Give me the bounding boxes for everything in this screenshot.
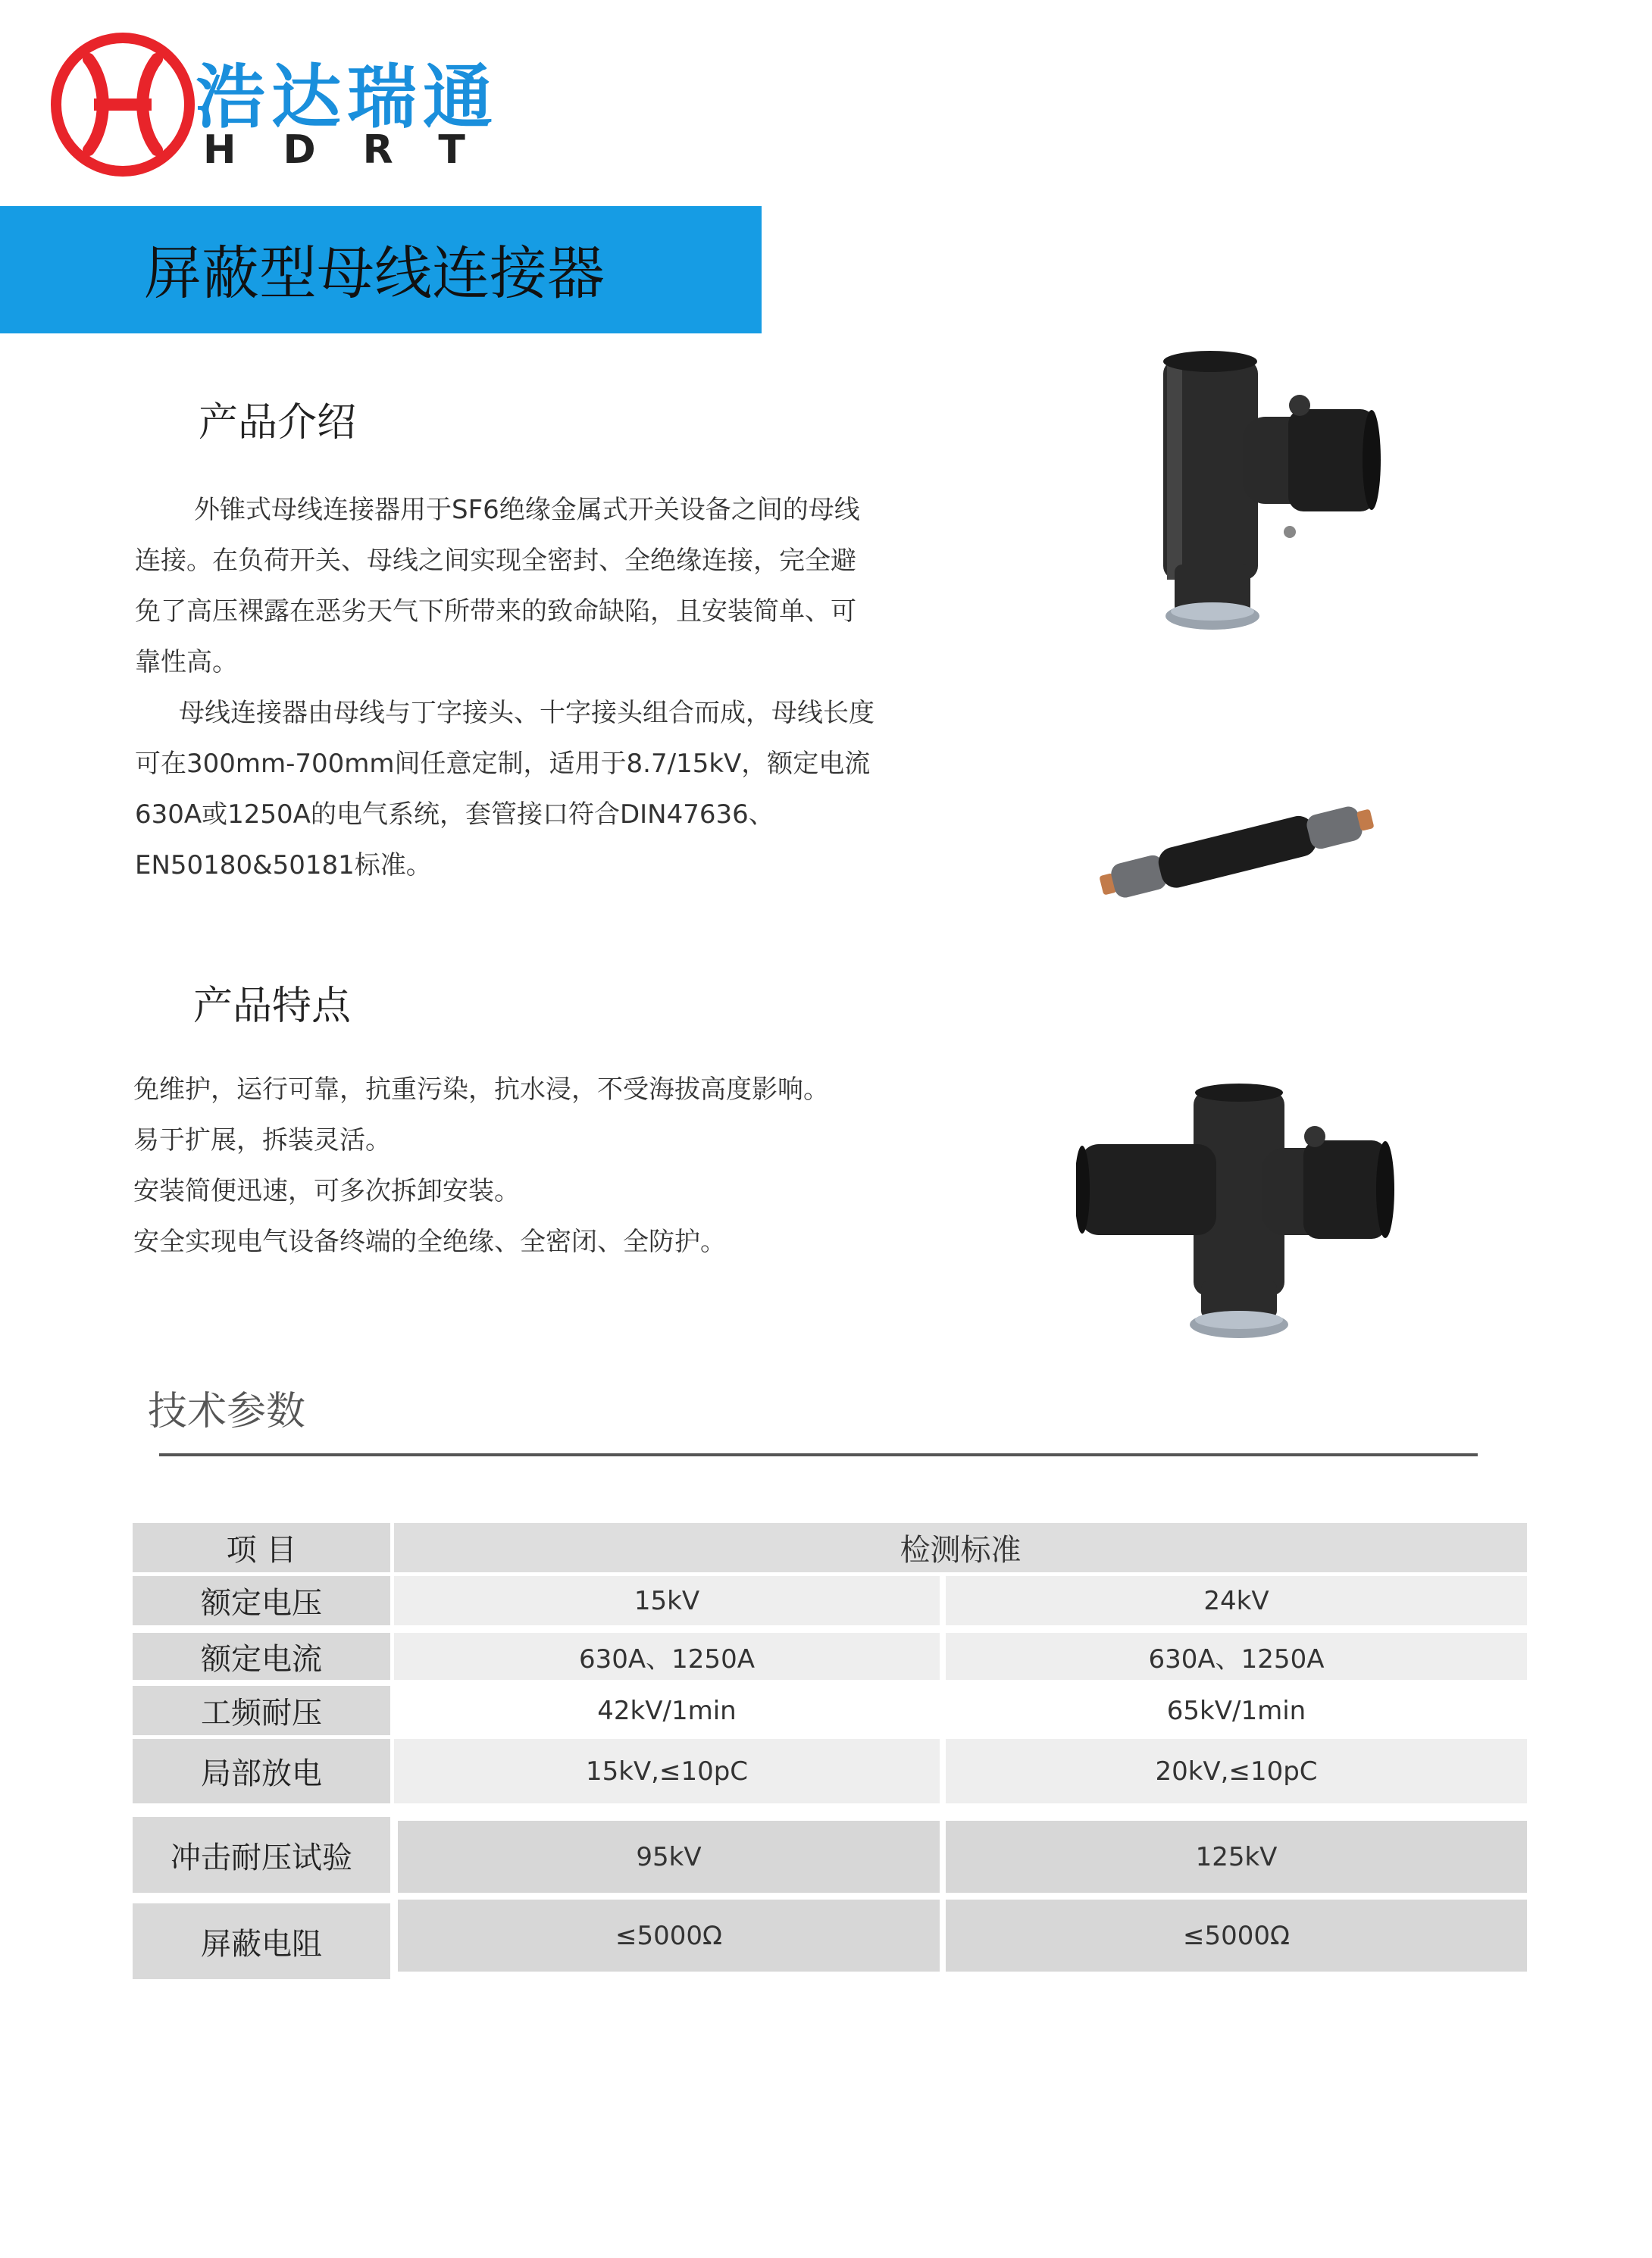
intro-paragraph: 母线连接器由母线与丁字接头、十字接头组合而成，母线长度可在300mm-700mm间任意定制，适用于8.7/15kV，额定电流630A或1250A的电气系统，套管接口符合DIN47636、EN50180&50181标准。 (135, 698, 874, 880)
intro-paragraph: 外锥式母线连接器用于SF6绝缘金属式开关设备之间的母线连接。在负荷开关、母线之间实现全密封、全绝缘连接，完全避免了高压裸露在恶劣天气下所带来的致命缺陷，且安装简单、可靠性高。 (135, 495, 860, 677)
table-cell: ≤5000Ω (946, 1900, 1527, 1972)
brand-logo-icon (47, 30, 206, 178)
cross-connector-image (1076, 1084, 1394, 1341)
table-row-label: 局部放电 (133, 1739, 390, 1803)
table-cell: 42kV/1min (394, 1686, 940, 1735)
busbar-image (1076, 796, 1394, 909)
section-divider (159, 1453, 1478, 1456)
table-cell: 65kV/1min (946, 1686, 1527, 1735)
brand-name-en: HDRT (203, 127, 512, 173)
table-row-label: 额定电流 (133, 1633, 390, 1680)
feature-item: 易于扩展，拆装灵活。 (133, 1125, 391, 1156)
table-cell: 24kV (946, 1576, 1527, 1625)
page-title: 屏蔽型母线连接器 (144, 239, 605, 307)
table-header-item: 项 目 (133, 1523, 390, 1572)
tech-heading: 技术参数 (148, 1389, 306, 1434)
table-cell: 95kV (398, 1821, 940, 1893)
features-list (133, 1065, 967, 1268)
table-row-label: 额定电压 (133, 1576, 390, 1625)
table-cell: 630A、1250A (394, 1633, 940, 1680)
table-row-label: 工频耐压 (133, 1686, 390, 1735)
table-cell: 15kV (394, 1576, 940, 1625)
intro-heading: 产品介绍 (199, 400, 357, 446)
t-connector-image (1137, 345, 1387, 640)
table-row-label: 冲击耐压试验 (133, 1817, 390, 1893)
table-cell: 20kV,≤10pC (946, 1739, 1527, 1803)
table-header-standard: 检测标准 (394, 1523, 1527, 1572)
feature-item: 安全实现电气设备终端的全绝缘、全密闭、全防护。 (133, 1227, 726, 1257)
features-heading: 产品特点 (193, 984, 352, 1029)
brand-name-cn: 浩达瑞通 (196, 57, 499, 138)
table-cell: 125kV (946, 1821, 1527, 1893)
table-cell: ≤5000Ω (398, 1900, 940, 1972)
table-row-label: 屏蔽电阻 (133, 1903, 390, 1979)
feature-item: 安装简便迅速，可多次拆卸安装。 (133, 1176, 520, 1206)
feature-item: 免维护，运行可靠，抗重污染，抗水浸，不受海拔高度影响。 (133, 1074, 829, 1105)
table-cell: 15kV,≤10pC (394, 1739, 940, 1803)
table-cell: 630A、1250A (946, 1633, 1527, 1680)
